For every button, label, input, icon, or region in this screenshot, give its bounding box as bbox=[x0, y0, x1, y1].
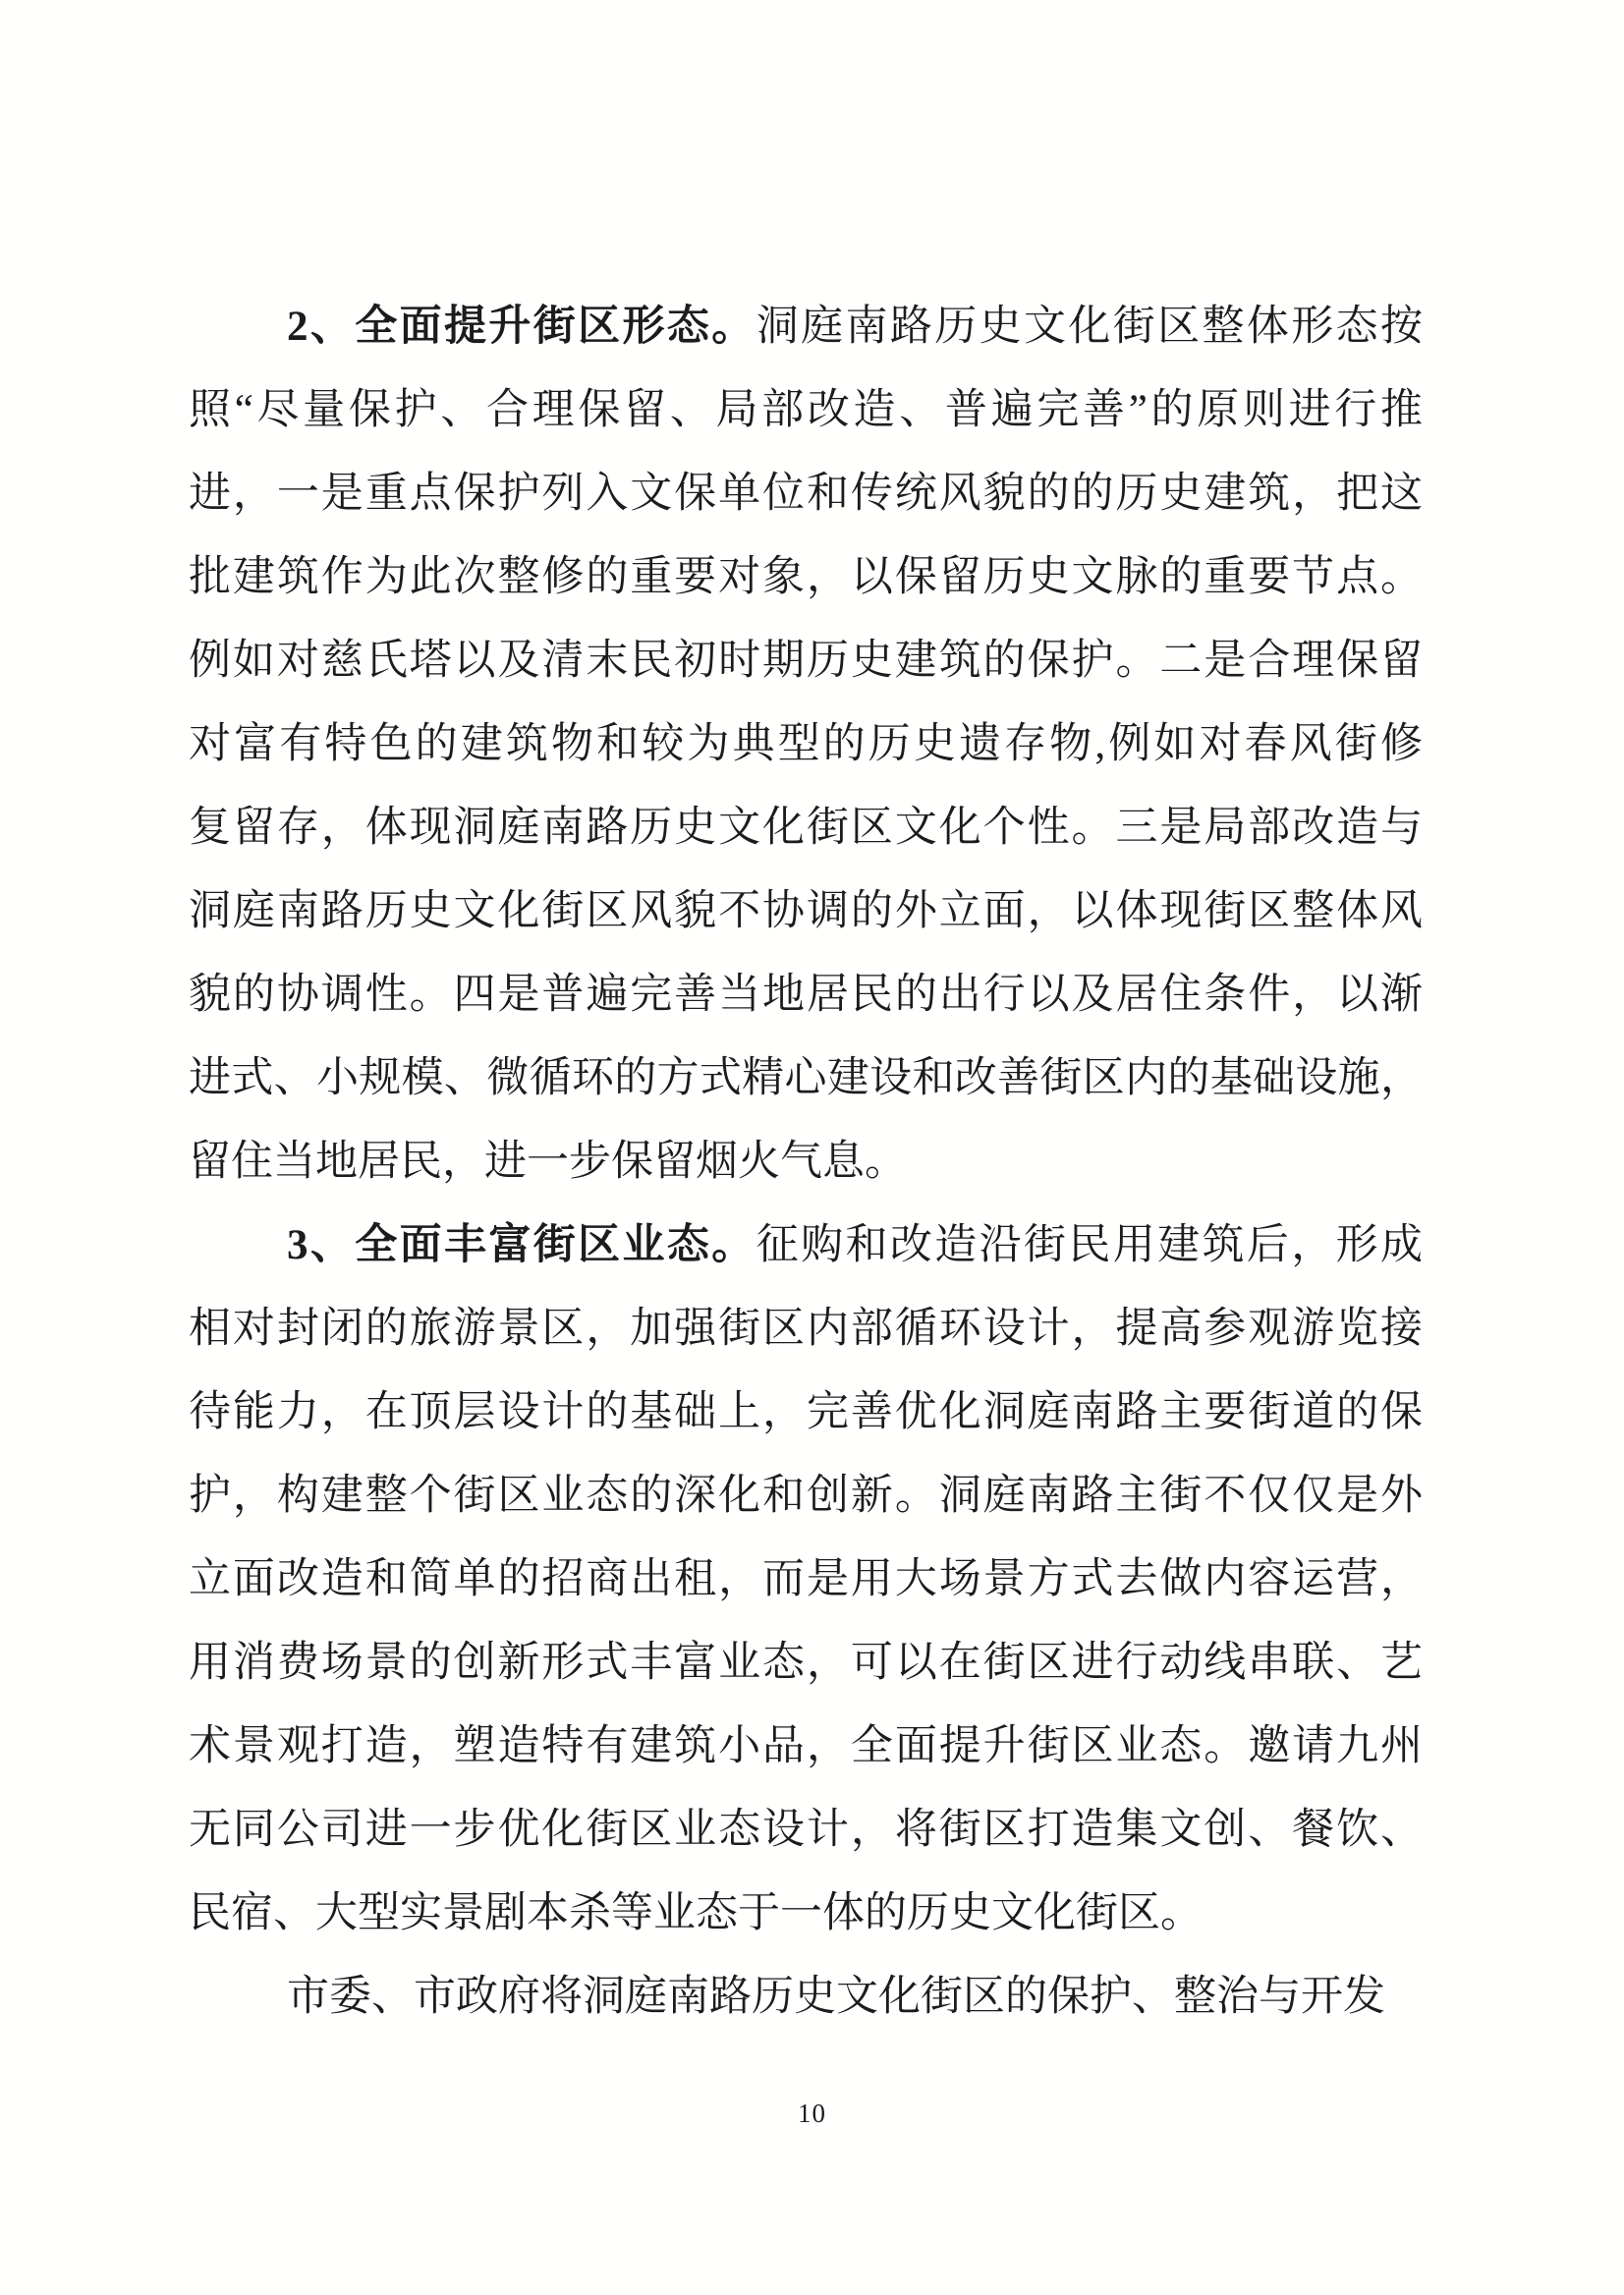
text-line bbox=[189, 1454, 1423, 1538]
body-text: 护，构建整个街区业态的深化和创新。洞庭南路主街不仅仅是外 bbox=[189, 1473, 1423, 1519]
text-line bbox=[189, 1705, 1423, 1788]
text-line bbox=[189, 535, 1423, 619]
text-line bbox=[189, 452, 1423, 535]
body-text: 留住当地居民，进一步保留烟火气息。 bbox=[189, 1139, 907, 1185]
section-heading: 2、全面提升街区形态。 bbox=[287, 304, 756, 350]
body-text: 民宿、大型实景剧本杀等业态于一体的历史文化街区。 bbox=[189, 1890, 1203, 1936]
body-text: 待能力，在顶层设计的基础上，完善优化洞庭南路主要街道的保 bbox=[189, 1389, 1423, 1435]
body-text: 例如对慈氏塔以及清末民初时期历史建筑的保护。二是合理保留 bbox=[189, 638, 1423, 684]
text-line bbox=[189, 285, 1423, 368]
text-line bbox=[189, 1955, 1423, 2039]
body-text: 对富有特色的建筑物和较为典型的历史遗存物,例如对春风街修 bbox=[189, 721, 1423, 767]
body-text: 洞庭南路历史文化街区风貌不协调的外立面，以体现街区整体风 bbox=[189, 888, 1423, 934]
text-line bbox=[189, 1036, 1423, 1120]
text-line bbox=[189, 786, 1423, 869]
text-line bbox=[189, 1788, 1423, 1872]
body-text: 用消费场景的创新形式丰富业态，可以在街区进行动线串联、艺 bbox=[189, 1640, 1423, 1686]
body-text: 照“尽量保护、合理保留、局部改造、普遍完善”的原则进行推 bbox=[189, 387, 1423, 433]
body-text: 市委、市政府将洞庭南路历史文化街区的保护、整治与开发 bbox=[287, 1974, 1385, 2020]
text-line bbox=[189, 1872, 1423, 1955]
text-line bbox=[189, 1538, 1423, 1621]
text-line bbox=[189, 1203, 1423, 1287]
body-text: 复留存，体现洞庭南路历史文化街区文化个性。三是局部改造与 bbox=[189, 805, 1423, 851]
body-text: 批建筑作为此次整修的重要对象，以保留历史文脉的重要节点。 bbox=[189, 554, 1423, 600]
text-line bbox=[189, 368, 1423, 452]
section-heading: 3、全面丰富街区业态。 bbox=[287, 1222, 756, 1268]
body-text: 无同公司进一步优化街区业态设计，将街区打造集文创、餐饮、 bbox=[189, 1807, 1423, 1853]
text-line bbox=[189, 1621, 1423, 1705]
text-line bbox=[189, 619, 1423, 702]
document-text-block bbox=[189, 285, 1423, 2039]
body-text: 相对封闭的旅游景区，加强街区内部循环设计，提高参观游览接 bbox=[189, 1306, 1423, 1352]
text-line bbox=[189, 1287, 1423, 1371]
page-number: 10 bbox=[798, 2099, 826, 2128]
body-text: 进式、小规模、微循环的方式精心建设和改善街区内的基础设施， bbox=[189, 1055, 1423, 1101]
body-text: 术景观打造，塑造特有建筑小品，全面提升街区业态。邀请九州 bbox=[189, 1723, 1423, 1769]
body-text: 征购和改造沿街民用建筑后，形成 bbox=[756, 1222, 1423, 1268]
body-text: 立面改造和简单的招商出租，而是用大场景方式去做内容运营， bbox=[189, 1556, 1423, 1602]
text-line bbox=[189, 702, 1423, 786]
text-line bbox=[189, 953, 1423, 1036]
body-text: 洞庭南路历史文化街区整体形态按 bbox=[756, 304, 1423, 350]
body-text: 貌的协调性。四是普遍完善当地居民的出行以及居住条件，以渐 bbox=[189, 972, 1423, 1018]
text-line bbox=[189, 869, 1423, 953]
body-text: 进，一是重点保护列入文保单位和传统风貌的的历史建筑，把这 bbox=[189, 471, 1423, 517]
text-line bbox=[189, 1371, 1423, 1454]
text-line bbox=[189, 1120, 1423, 1203]
